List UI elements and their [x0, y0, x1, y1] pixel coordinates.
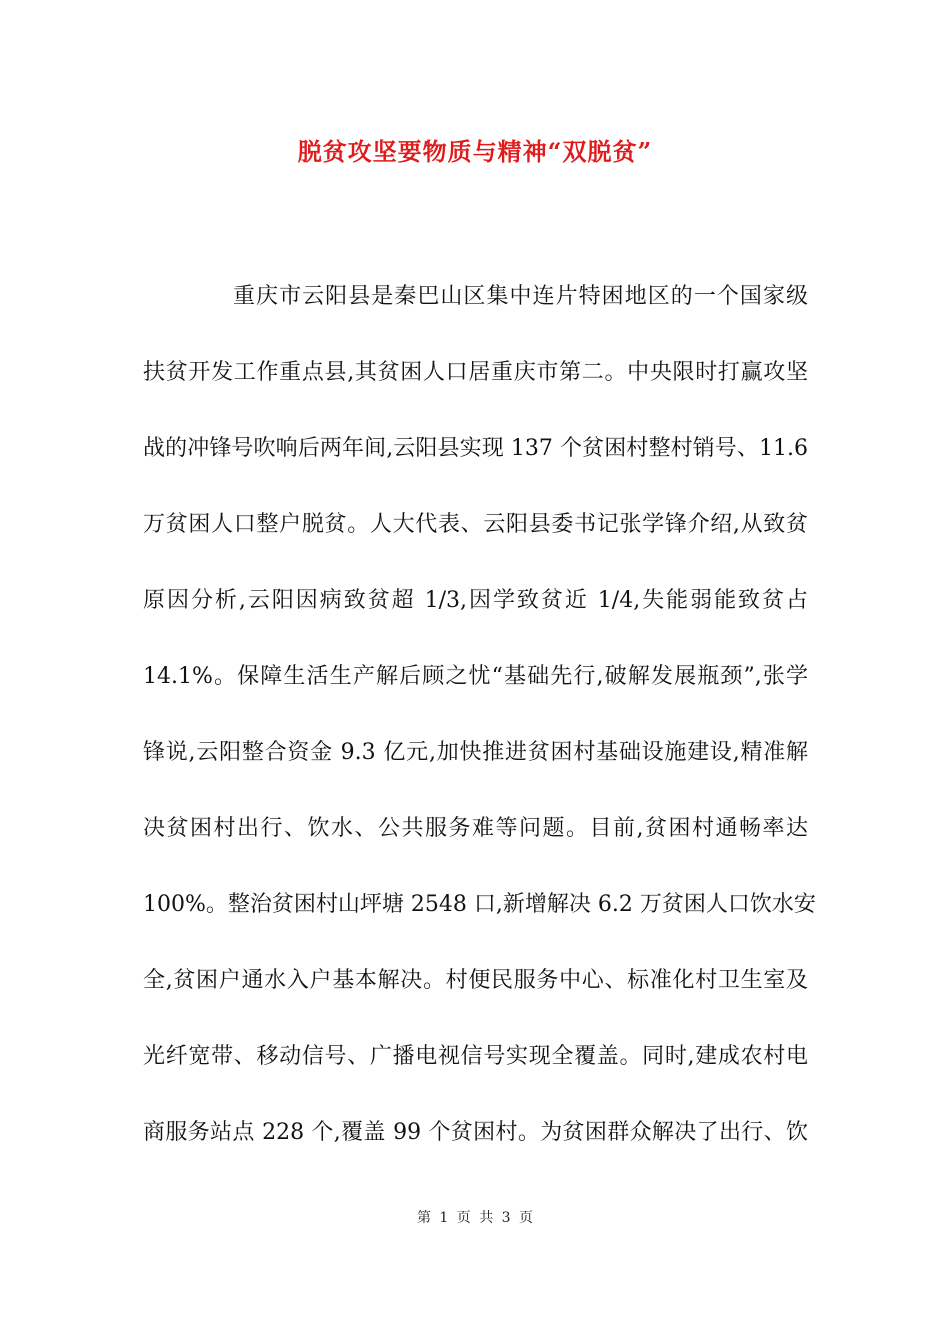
paragraph-line-1: 重庆市云阳县是秦巴山区集中连片特困地区的一个国家级: [233, 284, 808, 309]
paragraph-line-3: 战的冲锋号吹响后两年间,云阳县实现 137 个贫困村整村销号、11.6: [143, 436, 808, 461]
paragraph-line-7: 锋说,云阳整合资金 9.3 亿元,加快推进贫困村基础设施建设,精准解: [143, 740, 808, 765]
paragraph-line-6: 14.1%。保障生活生产解后顾之忧“基础先行,破解发展瓶颈”,张学: [143, 664, 808, 689]
document-body: [143, 274, 816, 1186]
page-number-footer: 第 1 页 共 3 页: [416, 1210, 534, 1226]
paragraph-line-9: 100%。整治贫困村山坪塘 2548 口,新增解决 6.2 万贫困人口饮水安: [143, 892, 816, 917]
paragraph-line-8: 决贫困村出行、饮水、公共服务难等问题。目前,贫困村通畅率达: [143, 816, 808, 841]
document-title: 脱贫攻坚要物质与精神“双脱贫”: [297, 137, 653, 166]
paragraph-line-4: 万贫困人口整户脱贫。人大代表、云阳县委书记张学锋介绍,从致贫: [143, 512, 808, 537]
paragraph-line-5: 原因分析,云阳因病致贫超 1/3,因学致贫近 1/4,失能弱能致贫占: [143, 588, 808, 613]
paragraph-line-11: 光纤宽带、移动信号、广播电视信号实现全覆盖。同时,建成农村电: [143, 1044, 808, 1069]
paragraph-line-10: 全,贫困户通水入户基本解决。村便民服务中心、标准化村卫生室及: [143, 968, 808, 993]
paragraph-line-2: 扶贫开发工作重点县,其贫困人口居重庆市第二。中央限时打赢攻坚: [143, 360, 808, 385]
paragraph-line-12: 商服务站点 228 个,覆盖 99 个贫困村。为贫困群众解决了出行、饮: [143, 1120, 808, 1145]
